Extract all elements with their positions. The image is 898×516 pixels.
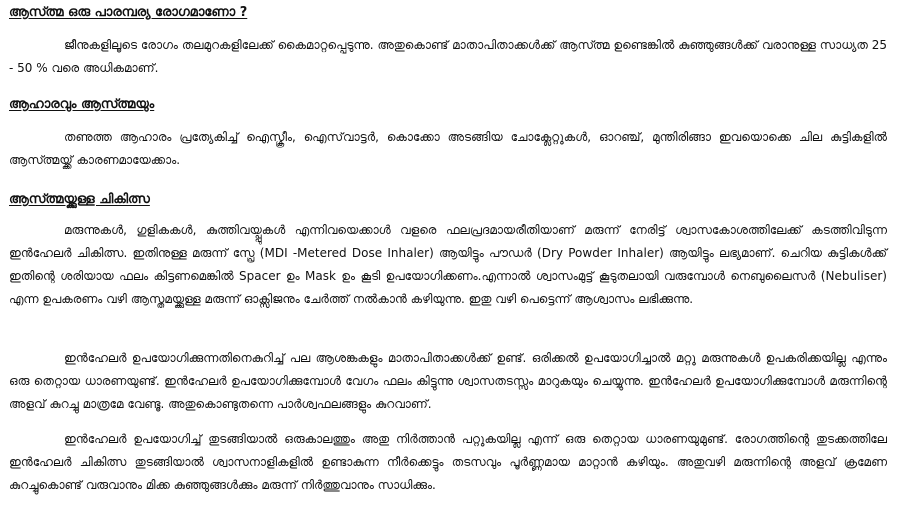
heading-food-and-asthma: ആഹാരവും ആസ്ത്മയും — [9, 97, 155, 112]
heading-asthma-hereditary: ആസ്ത്മ ഒരു പാരമ്പര്യ രോഗമാണോ ? — [9, 5, 248, 20]
paragraph-hereditary: ജീനുകളിലൂടെ രോഗം തലമുറകളിലേക്ക് കൈമാറ്റപ്പെടുന്നു. അതുകൊണ്ട് മാതാപിതാക്കൾക്ക് ആസ്ത്മ ഉണ്ടെങ്കിൽ കുഞ്ഞുങ്ങൾക്ക് വരാനുള്ള സാധ്യത 25 - 50 % വരെ അധികമാണ്. — [9, 38, 887, 75]
paragraph-treatment-inhaler: മരുന്നുകൾ, ഗുളികകൾ, കുത്തിവയ്പ്പുകൾ എന്നിവയെക്കാൾ വളരെ ഫലപ്രദമായരീതിയാണ് മരുന്ന് നേരിട്ട് ശ്വാസകോശത്തിലേക്ക് കടത്തിവിടുന്ന ഇൻഹേലർ ചികിത്സ. ഇതിനുള്ള മരുന്ന് സ്പ്രേ (MDI -Metered Dose Inhaler) ആയിട്ടും പൗഡർ (Dry Powder Inhaler) ആയിട്ടും ലഭ്യമാണ്. ചെറിയ കുട്ടികൾക്ക് ഇതിന്റെ ശരിയായ ഫലം കിട്ടണമെങ്കിൽ Spacer ഉം Mask ഉം കൂടി ഉപയോഗിക്കണം.എന്നാൽ ശ്വാസംമുട്ട് കൂടുതലായി വരുമ്പോൾ നെബുലൈസർ (Nebuliser) എന്ന ഉപകരണം വഴി ആസ്തമയ്ക്കുള്ള മരുന്ന് ഓക്സിജനും ചേർത്ത് നൽകാൻ കഴിയുന്നു. ഇതു വഴി പെട്ടെന്ന് ആശ്വാസം ലഭിക്കുന്നു. — [9, 223, 887, 306]
paragraph-inhaler-concerns: ഇൻഹേലർ ഉപയോഗിക്കുന്നതിനെകുറിച്ച് പല ആശങ്കകളും മാതാപിതാക്കൾക്ക് ഉണ്ട്. ഒരിക്കൽ ഉപയോഗിച്ചാൽ മറ്റു മരുന്നുകൾ ഉപകരിക്കയില്ല എന്നും ഒരു തെറ്റായ ധാരണയുണ്ട്. ഇൻഹേലർ ഉപയോഗിക്കുമ്പോൾ വേഗം ഫലം കിട്ടുന്നു ശ്വാസതടസ്സം മാറുകയും ചെയ്യുന്നു. ഇൻഹേലർ ഉപയോഗിക്കുമ്പോൾ മരുന്നിന്റെ അളവ് കുറച്ചു മാത്രമേ വേണ്ടൂ. അതുകൊണ്ടുതന്നെ പാർശ്വഫലങ്ങളും കുറവാണ്. — [9, 351, 887, 411]
heading-asthma-treatment: ആസ്ത്മയ്ക്കുള്ള ചികിത്സ — [9, 192, 150, 207]
paragraph-food: തണുത്ത ആഹാരം പ്രത്യേകിച്ച് ഐസ്ക്രീം, ഐസ്‌വാട്ടർ, കൊക്കോ അടങ്ങിയ ചോക്ലേറ്റുകൾ, ഓറഞ്ച്, മുന്തിരിങ്ങാ ഇവയൊക്കെ ചില കുട്ടികളിൽ ആസ്ത്മയ്ക്ക് കാരണമായേക്കാം. — [9, 130, 887, 167]
paragraph-inhaler-misconception: ഇൻഹേലർ ഉപയോഗിച്ച് തുടങ്ങിയാൽ ഒരുകാലത്തും അതു നിർത്താൻ പറ്റുകയില്ല എന്ന് ഒരു തെറ്റായ ധാരണയുമുണ്ട്. രോഗത്തിന്റെ തുടക്കത്തിലേ ഇൻഹേലർ ചികിത്സ തുടങ്ങിയാൽ ശ്വാസനാളികളിൽ ഉണ്ടാകുന്ന നീർക്കെട്ടും തടസവും പൂർണ്ണമായ മാറ്റാൻ കഴിയും. അതുവഴി മരുന്നിന്റെ അളവ് ക്രമേണ കുറച്ചുകൊണ്ട് വരുവാനും മിക്ക കുഞ്ഞുങ്ങൾക്കും മരുന്ന് നിർത്തുവാനും സാധിക്കും. — [9, 432, 887, 492]
